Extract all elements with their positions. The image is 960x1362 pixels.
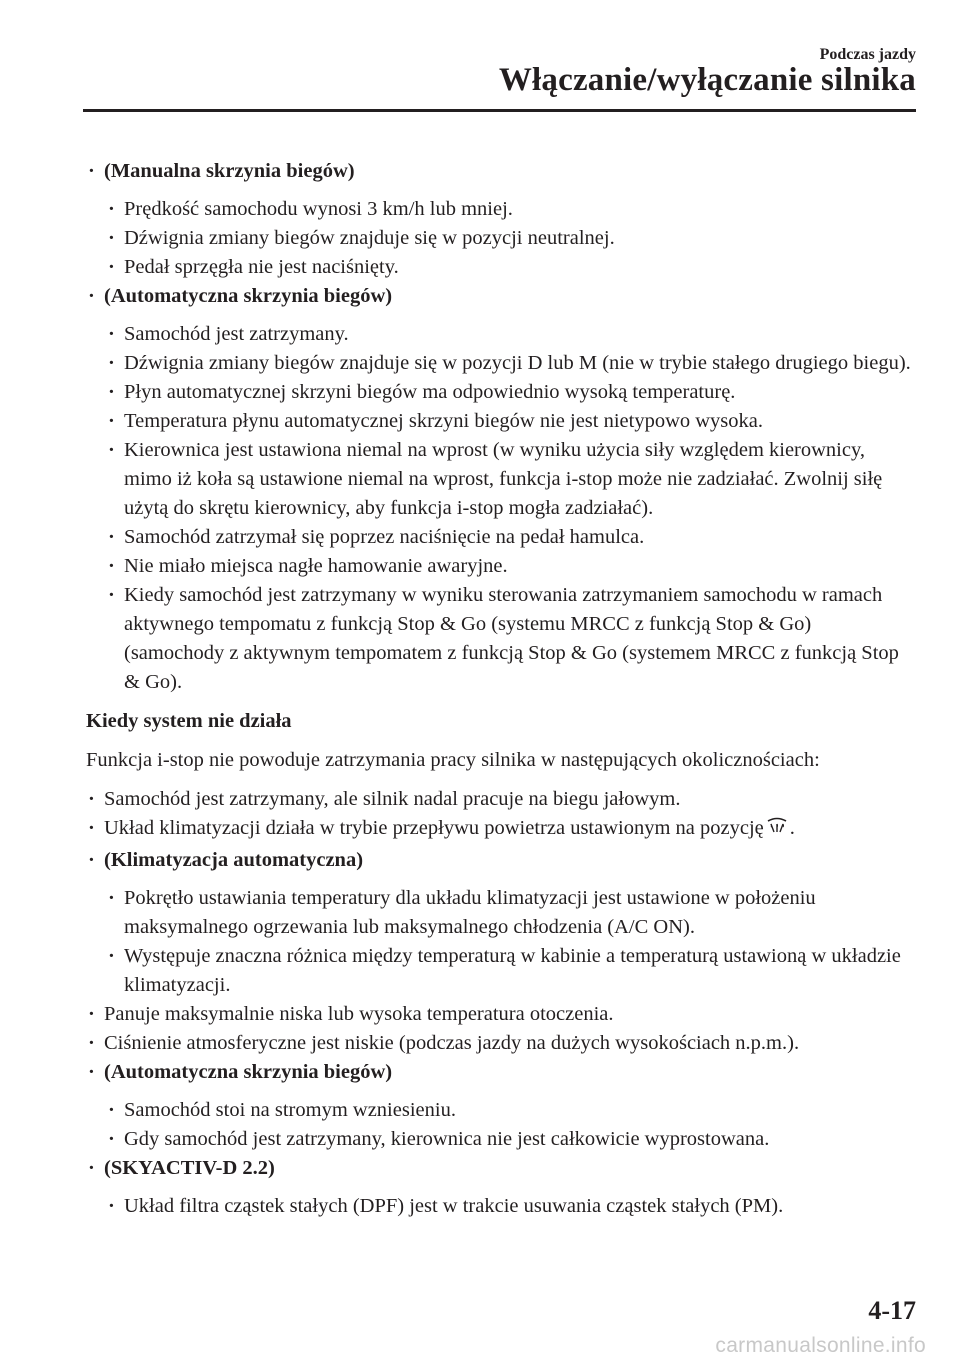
page-content (86, 157, 916, 1221)
list-item: · Temperatura płynu automatycznej skrzyni biegów nie jest nietypowo wysoka. (106, 407, 916, 436)
automatic-gearbox-title-2: · (Automatyczna skrzynia biegów) (86, 1058, 916, 1087)
defroster-icon (766, 817, 788, 846)
list-item: · Pokrętło ustawiania temperatury dla układu klimatyzacji jest ustawione w położeniu maksymalnego ogrzewania lub maksymalnego chłodzenia (A/C ON). (106, 884, 916, 942)
list-item: · Gdy samochód jest zatrzymany, kierownica nie jest całkowicie wyprostowana. (106, 1125, 916, 1154)
section-heading: Kiedy system nie działa (86, 710, 292, 732)
list-item-text: Układ klimatyzacji działa w trybie przepływu powietrza ustawionym na pozycję (104, 817, 764, 839)
header-rule (83, 109, 916, 112)
list-item: · Kierownica jest ustawiona niemal na wprost (w wyniku użycia siły względem kierownicy, mimo iż koła są ustawione niemal na wprost, funkcja i-stop może nie zadziałać. Zwolnij siłę użytą do skrętu kierownicy, aby funkcja i-stop mogła zadziałać). (106, 436, 916, 523)
manual-gearbox-title: · (Manualna skrzynia biegów) (86, 157, 916, 186)
page-number: 4-17 (868, 1296, 916, 1325)
list-item: · Ciśnienie atmosferyczne jest niskie (podczas jazdy na dużych wysokościach n.p.m.). (86, 1029, 916, 1058)
list-item: · Kiedy samochód jest zatrzymany w wyniku sterowania zatrzymaniem samochodu w ramach aktywnego tempomatu z funkcją Stop & Go (systemu MRCC z funkcją Stop & Go) (samochody z aktywnym tempomatem z funkcją Stop & Go (systemem MRCC z funkcją Stop & Go). (106, 581, 916, 697)
list-item: · Dźwignia zmiany biegów znajduje się w pozycji D lub M (nie w trybie stałego drugiego biegu). (106, 349, 916, 378)
list-item: · Samochód stoi na stromym wzniesieniu. (106, 1096, 916, 1125)
list-item: · Nie miało miejsca nagłe hamowanie awaryjne. (106, 552, 916, 581)
list-item: · Prędkość samochodu wynosi 3 km/h lub mniej. (106, 195, 916, 224)
page-title: Włączanie/wyłączanie silnika (498, 62, 916, 98)
diesel-title: · (SKYACTIV-D 2.2) (86, 1154, 916, 1183)
header-section-label: Podczas jazdy (819, 46, 916, 63)
section-intro: Funkcja i-stop nie powoduje zatrzymania pracy silnika w następujących okolicznościach: (86, 749, 820, 771)
list-item: · Samochód jest zatrzymany, ale silnik nadal pracuje na biegu jałowym. (86, 785, 916, 814)
list-item: · Układ filtra cząstek stałych (DPF) jest w trakcie usuwania cząstek stałych (PM). (106, 1192, 916, 1221)
list-item-end: . (789, 817, 795, 839)
list-item-defroster (86, 814, 916, 846)
climate-title: · (Klimatyzacja automatyczna) (86, 846, 916, 875)
list-item: · Pedał sprzęgła nie jest naciśnięty. (106, 253, 916, 282)
list-item: · Panuje maksymalnie niska lub wysoka temperatura otoczenia. (86, 1000, 916, 1029)
automatic-gearbox-title: · (Automatyczna skrzynia biegów) (86, 282, 916, 311)
list-item: · Samochód zatrzymał się poprzez naciśnięcie na pedał hamulca. (106, 523, 916, 552)
list-item: · Występuje znaczna różnica między temperaturą w kabinie a temperaturą ustawioną w układzie klimatyzacji. (106, 942, 916, 1000)
list-item: · Płyn automatycznej skrzyni biegów ma odpowiednio wysoką temperaturę. (106, 378, 916, 407)
list-item: · Samochód jest zatrzymany. (106, 320, 916, 349)
list-item: · Dźwignia zmiany biegów znajduje się w pozycji neutralnej. (106, 224, 916, 253)
watermark: carmanualsonline.info (715, 1334, 926, 1357)
